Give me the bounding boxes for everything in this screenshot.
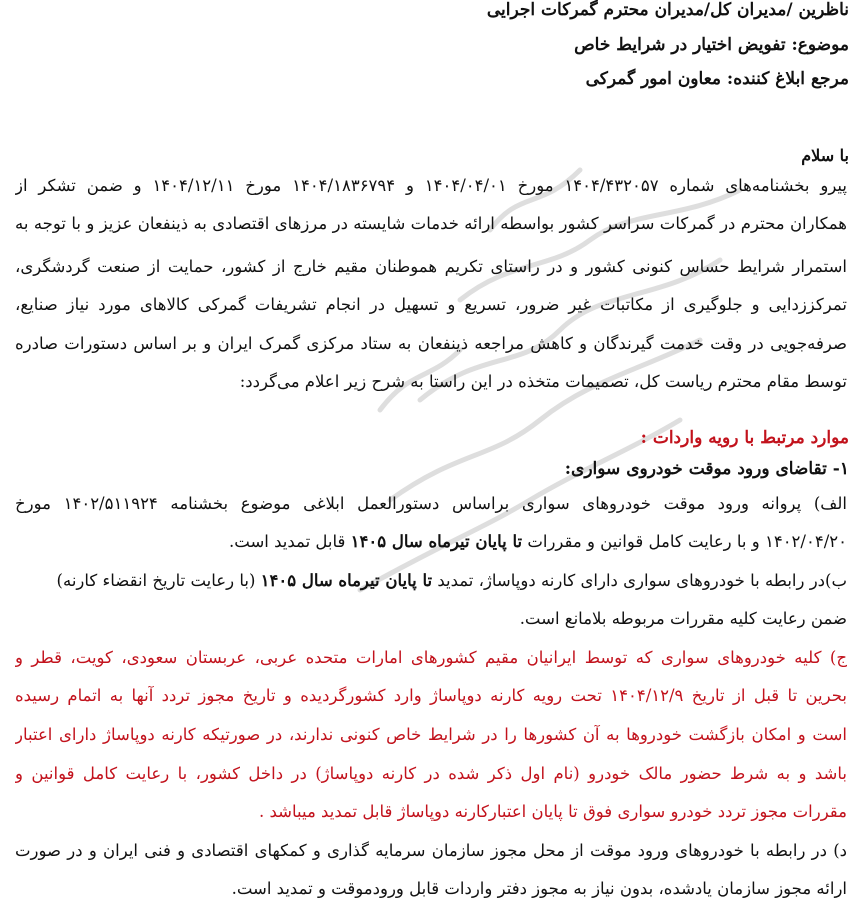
section-title: موارد مرتبط با رویه واردات :	[640, 428, 849, 448]
alef-line	[15, 532, 847, 552]
intro-line: استمرار شرایط حساس کنونی کشور و در راستای تکریم هموطنان مقیم خارج از کشور، حمایت از صنعت گردشگری،	[15, 257, 847, 276]
deadline-emphasis: تا پایان تیرماه سال ۱۴۰۵	[260, 571, 433, 590]
jim-line: بحرین تا قبل از تاریخ ۱۴۰۴/۱۲/۹ تحت رویه کارنه دوپاساژ وارد کشورگردیده و تاریخ مجوز تردد آنها به اتمام رسیده	[15, 686, 847, 705]
item-title: ۱- تقاضای ورود موقت خودروی سواری:	[564, 459, 849, 479]
addressee: ناظرین /مدیران کل/مدیران محترم گمرکات اجرایی	[486, 0, 849, 20]
jim-line: مقررات مجوز تردد خودرو سواری فوق تا پایان اعتبارکارنه دوپاساژ قابل تمدید میباشد .	[259, 802, 847, 821]
intro-line: صرفه‌جویی در وقت خدمت گیرندگان و کاهش مراجعه ذینفعان به ستاد مرکزی گمرک ایران و بر اساس دستورات صادره	[15, 334, 847, 353]
be-text: (با رعایت تاریخ انقضاء کارنه)	[56, 571, 261, 590]
intro-line: تمرکززدایی و جلوگیری از مکاتبات غیر ضرور، تسریع و تسهیل در انجام تشریفات گمرکی کالاهای مورد نیاز صنایع،	[15, 295, 847, 314]
greeting: با سلام	[801, 146, 849, 165]
intro-line: توسط مقام محترم ریاست کل، تصمیمات متخذه در این راستا به شرح زیر اعلام می‌گردد:	[239, 372, 847, 391]
be-text: ب)در رابطه با خودروهای سواری دارای کارنه دوپاساژ، تمدید	[432, 571, 847, 590]
be-line	[15, 571, 847, 591]
intro-line: پیرو بخشنامه‌های شماره ۱۴۰۴/۴۳۲۰۵۷ مورخ ۱۴۰۴/۰۴/۰۱ و ۱۴۰۴/۱۸۳۶۷۹۴ مورخ ۱۴۰۴/۱۲/۱۱ و ضمن تشکر از	[15, 176, 847, 195]
deadline-emphasis: تا پایان تیرماه سال ۱۴۰۵	[350, 532, 523, 551]
intro-line: همکاران محترم در گمرکات سراسر کشور بواسطه ارائه خدمات شایسته در مرزهای اقتصادی به ذینفعان عزیز و با توجه به	[15, 214, 847, 233]
be-line: ضمن رعایت کلیه مقررات مربوطه بلامانع است.	[519, 609, 847, 628]
dal-line: د) در رابطه با خودروهای ورود موقت از محل مجوز سازمان سرمایه گذاری و کمکهای اقتصادی و فنی ایران و در صورت	[15, 841, 847, 860]
jim-line: ج) کلیه خودروهای سواری که توسط ایرانیان مقیم کشورهای امارات متحده عربی، عربستان سعودی، کویت، قطر و	[15, 648, 847, 667]
dal-line: ارائه مجوز سازمان یادشده، بدون نیاز به مجوز دفتر واردات قابل ورودموقت و تمدید است.	[231, 879, 847, 898]
alef-line: الف) پروانه ورود موقت خودروهای سواری براساس دستورالعمل ابلاغی موضوع بخشنامه ۱۴۰۲/۵۱۱۹۲۴ مورخ	[15, 494, 847, 513]
jim-line: باشد و به شرط حضور مالک خودرو (نام اول ذکر شده در کارنه دوپاساژ) در داخل کشور، با رعایت کامل قوانین و	[15, 764, 847, 783]
alef-text: قابل تمدید است.	[229, 532, 351, 551]
jim-line: است و امکان بازگشت خودروها به آن کشورها را در شرایط خاص کنونی ندارند، در صورتیکه کارنه دوپاساژ دارای اعتبار	[15, 725, 847, 744]
issuer-line: مرجع ابلاغ کننده: معاون امور گمرکی	[585, 69, 849, 89]
subject-line: موضوع: تفویض اختیار در شرایط خاص	[574, 35, 849, 55]
alef-text: ۱۴۰۲/۰۴/۲۰ و با رعایت کامل قوانین و مقررات	[522, 532, 847, 551]
